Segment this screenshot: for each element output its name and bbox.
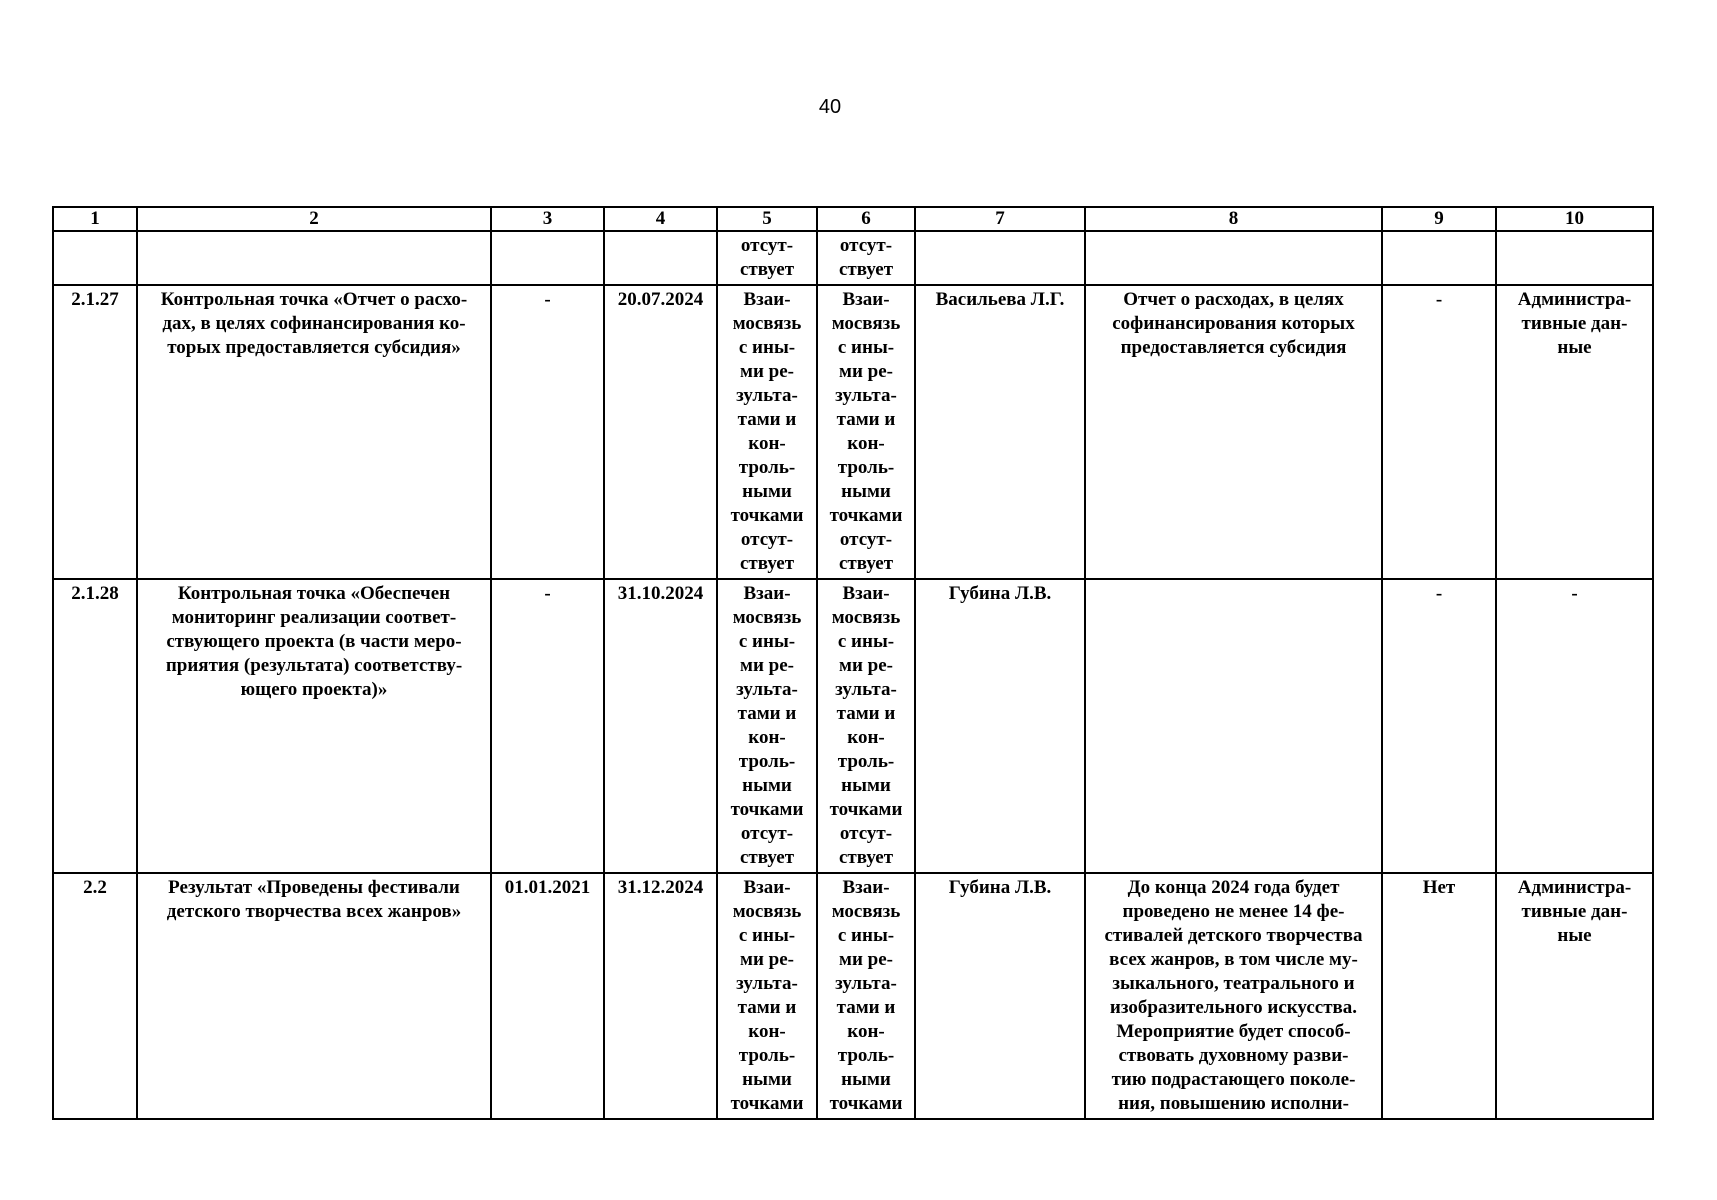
row-name — [137, 873, 491, 1119]
relation-cell — [717, 231, 817, 285]
cell-text-line: приятия (результата) соответству- — [165, 655, 463, 676]
cell-text-line: точками — [730, 799, 804, 820]
cell-text-line: ствует — [739, 847, 795, 868]
cell-text-line: Мероприятие будет способ- — [1116, 1021, 1351, 1042]
cell-text-line: тивные дан- — [1521, 901, 1628, 922]
cell-text-line: ствует — [838, 259, 894, 280]
cell-text-line: мосвязь — [732, 313, 802, 334]
cell-text-line: Администра- — [1517, 877, 1632, 898]
row-number: 2.1.28 — [53, 579, 137, 873]
end-date: 20.07.2024 — [604, 285, 717, 579]
cell-text-line: троль- — [837, 457, 895, 478]
cell-text-line: отсут- — [740, 529, 794, 550]
cell-text-line: с ины- — [837, 925, 895, 946]
cell-text-line: кон- — [847, 433, 885, 454]
cell-text-line: тами и — [737, 997, 797, 1018]
cell-text-line: с ины- — [738, 631, 796, 652]
responsible-person: Губина Л.В. — [915, 579, 1085, 873]
end-date: 31.10.2024 — [604, 579, 717, 873]
cell-text-line: кон- — [847, 727, 885, 748]
cell-text-line: кон- — [748, 433, 786, 454]
cell-text-line: Взаи- — [743, 583, 791, 604]
cell-text-line: Контрольная точка «Обеспечен — [177, 583, 451, 604]
header-cell: 1 — [53, 207, 137, 231]
cell-text-line: мосвязь — [831, 901, 901, 922]
cell-text-line: троль- — [738, 1045, 796, 1066]
cell-text-line: точками — [730, 505, 804, 526]
cell-text-line: предоставляется субсидия — [1120, 337, 1347, 358]
cell-text-line: До конца 2024 года будет — [1127, 877, 1340, 898]
cell-text-line: кон- — [748, 1021, 786, 1042]
header-cell: 8 — [1085, 207, 1382, 231]
cell-text-line: ми ре- — [740, 361, 794, 382]
cell-text-line: ствующего проекта (в части меро- — [166, 631, 462, 652]
table-cell — [604, 231, 717, 285]
cell-text-line: ми ре- — [839, 949, 893, 970]
cell-text-line: мосвязь — [831, 313, 901, 334]
cell-text-line: Отчет о расходах, в целях — [1123, 289, 1344, 310]
cell-text-line: торых предоставляется субсидия» — [167, 337, 461, 358]
col9-cell: - — [1382, 579, 1496, 873]
cell-text-line: ные — [1557, 337, 1592, 358]
relation-cell — [817, 285, 915, 579]
header-cell: 4 — [604, 207, 717, 231]
cell-text-line: отсут- — [839, 235, 893, 256]
cell-text-line: мониторинг реализации соответ- — [171, 607, 457, 628]
description-cell — [1085, 579, 1382, 873]
cell-text-line: с ины- — [837, 631, 895, 652]
cell-text-line: мосвязь — [732, 607, 802, 628]
cell-text-line: ми ре- — [839, 361, 893, 382]
cell-text-line: дах, в целях софинансирования ко- — [162, 313, 466, 334]
header-cell: 10 — [1496, 207, 1653, 231]
header-cell: 5 — [717, 207, 817, 231]
cell-text-line: ствует — [838, 553, 894, 574]
table-cell — [53, 231, 137, 285]
responsible-person: Губина Л.В. — [915, 873, 1085, 1119]
col9-cell: - — [1382, 285, 1496, 579]
cell-text-line: зыкального, театрального и — [1112, 973, 1355, 994]
cell-text-line: точками — [829, 505, 903, 526]
cell-text-line: ствует — [739, 259, 795, 280]
row-name — [137, 579, 491, 873]
document-table — [52, 206, 1654, 1120]
cell-text-line: тивные дан- — [1521, 313, 1628, 334]
row-name — [137, 285, 491, 579]
cell-text-line: ные — [1557, 925, 1592, 946]
cell-text-line: кон- — [847, 1021, 885, 1042]
cell-text-line: с ины- — [738, 925, 796, 946]
table-cell — [1382, 231, 1496, 285]
source-cell — [1496, 579, 1653, 873]
cell-text-line: Результат «Проведены фестивали — [168, 877, 460, 898]
cell-text-line: тами и — [836, 703, 896, 724]
cell-text-line: Взаи- — [842, 583, 890, 604]
cell-text-line: ми ре- — [740, 949, 794, 970]
table-cell — [1496, 231, 1653, 285]
cell-text-line: зульта- — [736, 973, 798, 994]
header-cell: 7 — [915, 207, 1085, 231]
cell-text-line: тами и — [836, 409, 896, 430]
row-number: 2.1.27 — [53, 285, 137, 579]
table-cell — [915, 231, 1085, 285]
relation-cell — [817, 579, 915, 873]
source-cell — [1496, 285, 1653, 579]
cell-text-line: детского творчества всех жанров» — [166, 901, 462, 922]
cell-text-line: троль- — [837, 1045, 895, 1066]
cell-text-line: ными — [841, 481, 891, 502]
cell-text-line: ными — [742, 1069, 792, 1090]
cell-text-line: тами и — [836, 997, 896, 1018]
start-date: - — [491, 285, 604, 579]
cell-text-line: всех жанров, в том числе му- — [1109, 949, 1358, 970]
cell-text-line: зульта- — [736, 679, 798, 700]
cell-text-line: отсут- — [740, 235, 794, 256]
cell-text-line: Взаи- — [842, 877, 890, 898]
cell-text-line: точками — [829, 799, 903, 820]
source-cell — [1496, 873, 1653, 1119]
cell-text-line: Администра- — [1517, 289, 1632, 310]
cell-text-line: зульта- — [835, 679, 897, 700]
cell-text-line: с ины- — [738, 337, 796, 358]
cell-text-line: ными — [742, 775, 792, 796]
cell-text-line: ными — [841, 775, 891, 796]
cell-text-line: ствует — [739, 553, 795, 574]
table-cell — [1085, 231, 1382, 285]
table-header-row — [53, 207, 1653, 231]
cell-text-line: ствовать духовному разви- — [1118, 1045, 1349, 1066]
cell-text-line: отсут- — [839, 529, 893, 550]
cell-text-line: ными — [742, 481, 792, 502]
relation-cell — [717, 285, 817, 579]
cell-text-line: Взаи- — [842, 289, 890, 310]
cell-text-line: троль- — [837, 751, 895, 772]
table-cell — [137, 231, 491, 285]
cell-text-line: мосвязь — [732, 901, 802, 922]
cell-text-line: - — [1571, 583, 1578, 604]
cell-text-line: зульта- — [736, 385, 798, 406]
relation-cell — [717, 579, 817, 873]
relation-cell — [817, 231, 915, 285]
cell-text-line: троль- — [738, 751, 796, 772]
relation-cell — [717, 873, 817, 1119]
cell-text-line: изобразительного искусства. — [1109, 997, 1358, 1018]
cell-text-line: ми ре- — [839, 655, 893, 676]
cell-text-line: зульта- — [835, 973, 897, 994]
page-number: 40 — [818, 96, 842, 118]
continuation-row — [53, 231, 1653, 285]
cell-text-line: софинансирования которых — [1112, 313, 1355, 334]
cell-text-line: отсут- — [740, 823, 794, 844]
table-cell — [491, 231, 604, 285]
start-date: 01.01.2021 — [491, 873, 604, 1119]
cell-text-line: Контрольная точка «Отчет о расхо- — [160, 289, 468, 310]
table-row — [53, 285, 1653, 579]
col9-cell: Нет — [1382, 873, 1496, 1119]
header-cell: 3 — [491, 207, 604, 231]
cell-text-line: ными — [841, 1069, 891, 1090]
cell-text-line: зульта- — [835, 385, 897, 406]
cell-text-line: ния, повышению исполни- — [1118, 1093, 1349, 1114]
cell-text-line: стивалей детского творчества — [1104, 925, 1363, 946]
start-date: - — [491, 579, 604, 873]
header-cell: 6 — [817, 207, 915, 231]
cell-text-line: точками — [730, 1093, 804, 1114]
description-cell — [1085, 285, 1382, 579]
header-cell: 2 — [137, 207, 491, 231]
description-cell — [1085, 873, 1382, 1119]
cell-text-line: Взаи- — [743, 877, 791, 898]
cell-text-line: мосвязь — [831, 607, 901, 628]
cell-text-line: тами и — [737, 409, 797, 430]
header-cell: 9 — [1382, 207, 1496, 231]
cell-text-line: проведено не менее 14 фе- — [1122, 901, 1345, 922]
cell-text-line: троль- — [738, 457, 796, 478]
table-row — [53, 579, 1653, 873]
cell-text-line: кон- — [748, 727, 786, 748]
cell-text-line: ми ре- — [740, 655, 794, 676]
table-row — [53, 873, 1653, 1119]
cell-text-line: отсут- — [839, 823, 893, 844]
cell-text-line: точками — [829, 1093, 903, 1114]
relation-cell — [817, 873, 915, 1119]
cell-text-line: с ины- — [837, 337, 895, 358]
cell-text-line: ющего проекта)» — [240, 679, 388, 700]
row-number: 2.2 — [53, 873, 137, 1119]
cell-text-line: тию подрастающего поколе- — [1111, 1069, 1356, 1090]
end-date: 31.12.2024 — [604, 873, 717, 1119]
cell-text-line: тами и — [737, 703, 797, 724]
cell-text-line: ствует — [838, 847, 894, 868]
responsible-person: Васильева Л.Г. — [915, 285, 1085, 579]
cell-text-line: Взаи- — [743, 289, 791, 310]
